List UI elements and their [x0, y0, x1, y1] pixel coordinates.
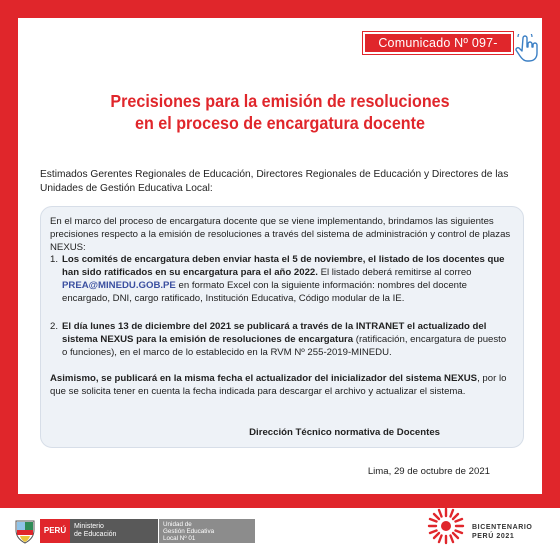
list-number: 1. — [50, 254, 59, 265]
unit-line-2: Gestión Educativa — [163, 528, 215, 535]
list-item-text — [62, 320, 510, 359]
list-item-bold: Los comités de encargatura deben enviar hasta el 5 de noviembre, el listado de los docentes que han sido ratificados en su encargatura para el año 2022. — [62, 254, 505, 278]
note-bold: Asimismo, se publicará en la misma fecha el actualizador del inicializador del sistema NEXUS — [50, 373, 478, 384]
signature: Dirección Técnico normativa de Docentes — [249, 427, 440, 438]
page-title — [39, 90, 521, 134]
note-body: , por lo que se solicita tener en cuenta la fecha indicada para descargar el archivo y actualizar el sistema. — [50, 373, 507, 397]
list-item-tail: en formato Excel con la siguiente información: nombres del docente encargado, DNI, cargo ratificado, Institución Educativa, Código modular de la IE. — [62, 280, 468, 304]
list-item-body: (ratificación, encargatura de puesto o funciones), en el marco de lo establecido en la RVM Nº 255-2019-MINEDU. — [62, 334, 507, 358]
email-link[interactable]: PREA@MINEDU.GOB.PE — [62, 280, 176, 291]
unit-line-3: Local Nº 01 — [163, 535, 196, 542]
ugel-label — [159, 519, 255, 543]
title-line-1: Precisiones para la emisión de resoluciones — [110, 91, 450, 111]
bicentenario-logo-icon — [426, 506, 466, 546]
intro-paragraph: En el marco del proceso de encargatura docente que se viene implementando, brindamos las siguientes precisiones respecto a la emisión de resoluciones a través del sistema de administración y control de plazas NEXUS: — [50, 216, 511, 253]
list-item-bold: El día lunes 13 de diciembre del 2021 se publicará a través de la INTRANET el actualizado del sistema NEXUS para la emisión de resoluciones de encargatura — [62, 321, 487, 345]
peru-label: PERÚ — [40, 519, 70, 543]
bicentenario-line-1: BICENTENARIO — [472, 524, 533, 531]
bicentenario-line-2: PERÚ 2021 — [472, 533, 515, 540]
list-number: 2. — [50, 321, 59, 332]
list-item-text — [62, 253, 510, 305]
shield-icon — [14, 518, 36, 544]
list-item-body: El listado deberá remitirse al correo — [317, 267, 472, 278]
list-item-2 — [50, 320, 510, 359]
ministry-line-2: de Educación — [74, 531, 117, 538]
ministry-label — [70, 519, 158, 543]
unit-line-1: Unidad de — [163, 521, 192, 528]
note-paragraph — [50, 372, 510, 398]
title-line-2: en el proceso de encargatura docente — [135, 113, 425, 133]
ministry-line-1: Ministerio — [74, 523, 104, 530]
comunicado-badge: Comunicado Nº 097-2021 — [363, 32, 513, 54]
list-item-1 — [50, 253, 510, 305]
bicentenario-text — [472, 523, 532, 541]
date-line: Lima, 29 de octubre de 2021 — [367, 466, 490, 477]
hand-pointer-icon — [514, 34, 540, 62]
greeting-text: Estimados Gerentes Regionales de Educación, Directores Regionales de Educación y Directores de las Unidades de Gestión Educativa Local: — [40, 169, 509, 194]
